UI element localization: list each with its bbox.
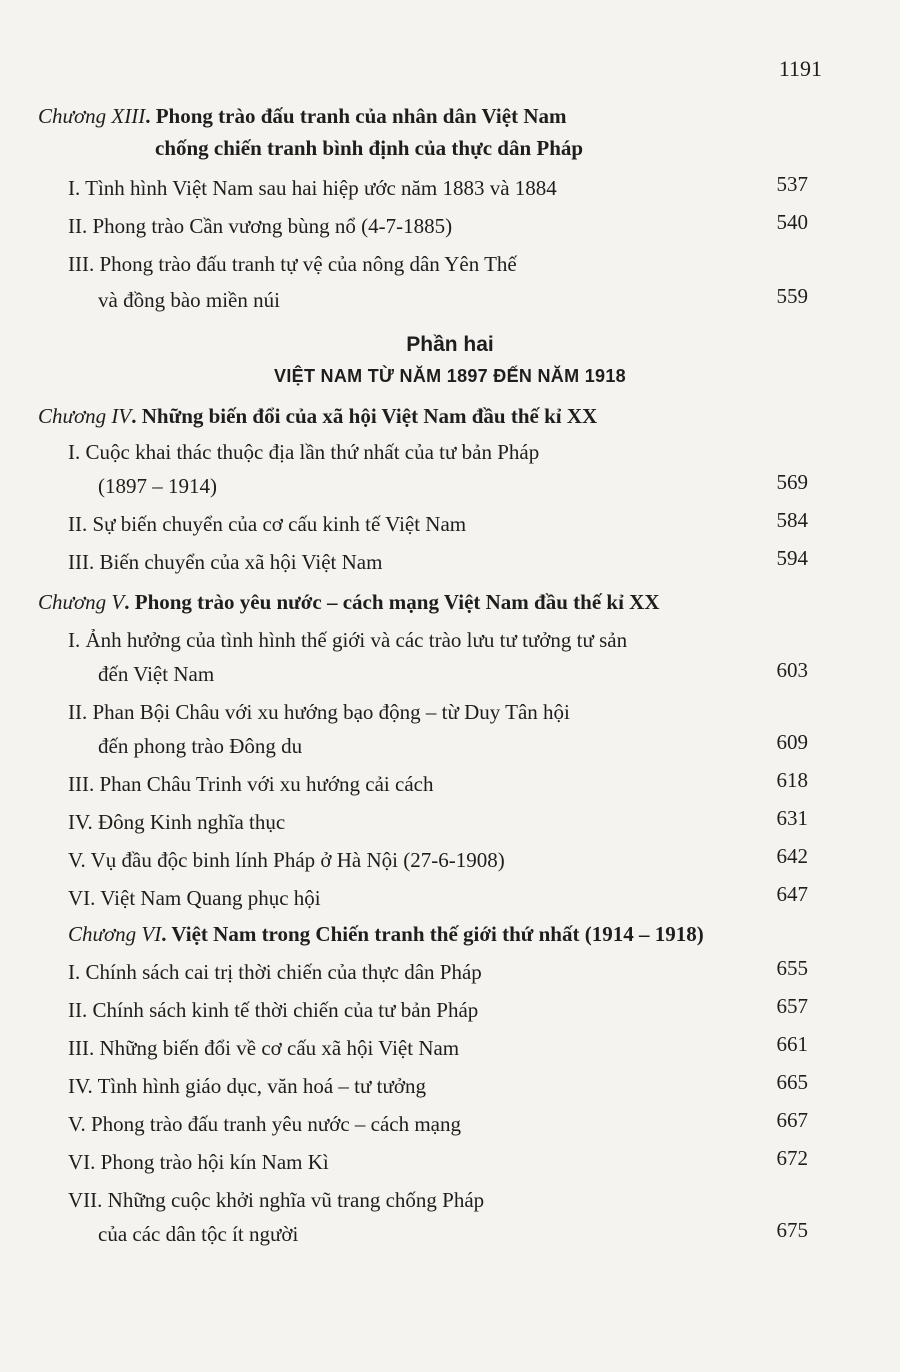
entry-page: 675 xyxy=(776,1218,808,1242)
entry-page: 584 xyxy=(776,508,808,532)
entry-text: III. Biến chuyển của xã hội Việt Nam xyxy=(68,550,383,574)
chapter-label: Chương VI xyxy=(68,922,162,946)
entry-page: 609 xyxy=(776,730,808,754)
entry-page: 647 xyxy=(776,882,808,906)
chapter-title xyxy=(0,400,900,432)
toc-entry xyxy=(0,508,900,540)
toc-entry xyxy=(0,436,900,502)
chapter-label: Chương XIII xyxy=(38,104,146,128)
entry-page: 540 xyxy=(776,210,808,234)
entry-text: IV. Tình hình giáo dục, văn hoá – tư tưởng xyxy=(68,1074,426,1098)
chapter-title-text: . Việt Nam trong Chiến tranh thế giới thứ nhất (1914 – 1918) xyxy=(161,922,704,946)
toc-entry xyxy=(0,172,900,204)
entry-text: I. Ảnh hưởng của tình hình thế giới và các trào lưu tư tưởng tư sản xyxy=(68,628,628,652)
chapter-title-text: . Những biến đổi của xã hội Việt Nam đầu thế kỉ XX xyxy=(131,404,598,428)
chapter-title-text: . Phong trào đấu tranh của nhân dân Việt Nam xyxy=(145,104,567,128)
page-number: 1191 xyxy=(778,56,822,81)
chapter-6 xyxy=(0,918,900,1250)
entry-page: 661 xyxy=(776,1032,808,1056)
toc-entry xyxy=(0,1146,900,1178)
chapter-title-text: . Phong trào yêu nước – cách mạng Việt Nam đầu thế kỉ XX xyxy=(124,590,660,614)
entry-text: VII. Những cuộc khởi nghĩa vũ trang chống Pháp xyxy=(68,1188,485,1212)
entry-text: II. Sự biến chuyển của cơ cấu kinh tế Việt Nam xyxy=(68,512,467,536)
entry-text: I. Chính sách cai trị thời chiến của thực dân Pháp xyxy=(68,960,482,984)
toc-entry xyxy=(0,844,900,876)
entry-page: 672 xyxy=(776,1146,808,1170)
entry-text: I. Tình hình Việt Nam sau hai hiệp ước năm 1883 và 1884 xyxy=(68,176,557,200)
entry-page: 603 xyxy=(776,658,808,682)
entry-page: 642 xyxy=(776,844,808,868)
entry-page: 594 xyxy=(776,546,808,570)
entry-continuation: đến phong trào Đông du xyxy=(98,734,303,758)
entry-text: V. Vụ đầu độc binh lính Pháp ở Hà Nội (27-6-1908) xyxy=(68,848,505,872)
entry-continuation: của các dân tộc ít người xyxy=(98,1222,299,1246)
table-of-contents xyxy=(0,100,900,1250)
chapter-title xyxy=(0,100,900,164)
toc-entry xyxy=(0,1108,900,1140)
toc-entry xyxy=(0,1032,900,1064)
chapter-title-line2: chống chiến tranh bình định của thực dân Pháp xyxy=(155,136,584,160)
toc-entry xyxy=(0,248,900,316)
entry-text: I. Cuộc khai thác thuộc địa lần thứ nhất của tư bản Pháp xyxy=(68,440,540,464)
entry-page: 657 xyxy=(776,994,808,1018)
chapter-label: Chương IV xyxy=(38,404,132,428)
toc-entry xyxy=(0,994,900,1026)
toc-entry xyxy=(0,768,900,800)
toc-entry xyxy=(0,882,900,914)
toc-entry xyxy=(0,210,900,242)
chapter-title xyxy=(0,918,900,950)
toc-entry xyxy=(0,806,900,838)
entry-text: III. Phan Châu Trinh với xu hướng cải cách xyxy=(68,772,434,796)
chapter-title xyxy=(0,586,900,618)
entry-continuation: (1897 – 1914) xyxy=(98,474,217,498)
toc-entry xyxy=(0,1184,900,1250)
entry-page: 631 xyxy=(776,806,808,830)
toc-entry xyxy=(0,696,900,762)
entry-text: III. Phong trào đấu tranh tự vệ của nông dân Yên Thế xyxy=(68,252,517,276)
entry-page: 667 xyxy=(776,1108,808,1132)
entry-text: V. Phong trào đấu tranh yêu nước – cách mạng xyxy=(68,1112,462,1136)
chapter-label: Chương V xyxy=(38,590,125,614)
entry-page: 559 xyxy=(776,284,808,308)
entry-text: II. Phan Bội Châu với xu hướng bạo động – từ Duy Tân hội xyxy=(68,700,570,724)
entry-page: 537 xyxy=(776,172,808,196)
chapter-5 xyxy=(0,586,900,914)
entry-text: VI. Phong trào hội kín Nam Kì xyxy=(68,1150,329,1174)
toc-entry xyxy=(0,546,900,578)
entry-page: 655 xyxy=(776,956,808,980)
toc-entry xyxy=(0,624,900,690)
entry-text: III. Những biến đổi về cơ cấu xã hội Việt Nam xyxy=(68,1036,460,1060)
entry-page: 665 xyxy=(776,1070,808,1094)
chapter-13 xyxy=(0,100,900,316)
chapter-4 xyxy=(0,400,900,578)
toc-entry xyxy=(0,1070,900,1102)
entry-page: 618 xyxy=(776,768,808,792)
entry-text: II. Phong trào Cần vương bùng nổ (4-7-1885) xyxy=(68,214,453,238)
entry-continuation: và đồng bào miền núi xyxy=(98,288,280,312)
toc-entry xyxy=(0,956,900,988)
entry-page: 569 xyxy=(776,470,808,494)
part-heading xyxy=(0,330,900,392)
entry-text: IV. Đông Kinh nghĩa thục xyxy=(68,810,286,834)
part-title: Phần hai xyxy=(406,333,494,356)
part-subtitle: VIỆT NAM TỪ NĂM 1897 ĐẾN NĂM 1918 xyxy=(274,366,626,386)
entry-text: VI. Việt Nam Quang phục hội xyxy=(68,886,321,910)
entry-continuation: đến Việt Nam xyxy=(98,662,215,686)
entry-text: II. Chính sách kinh tế thời chiến của tư bản Pháp xyxy=(68,998,479,1022)
